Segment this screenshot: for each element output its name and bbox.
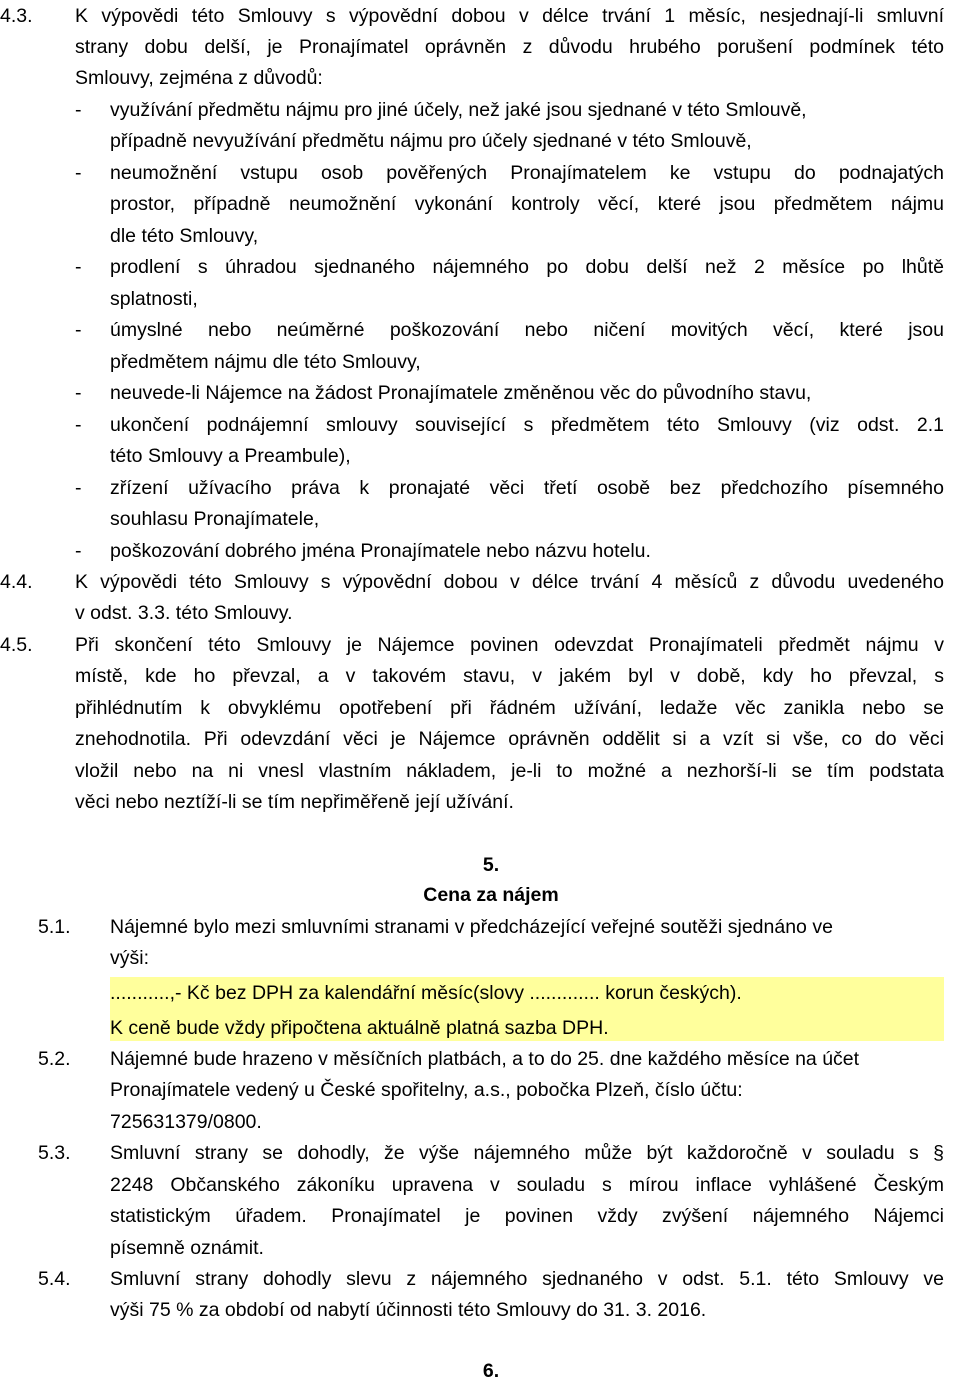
bullet-line: neumožnění vstupu osob pověřených Pronajímatelem ke vstupu do podnajatých (110, 162, 944, 184)
bullet-line: využívání předmětu nájmu pro jiné účely, než jaké jsou sjednané v této Smlouvě, (110, 99, 807, 121)
bullet-dash: - (75, 162, 82, 184)
paragraph-4-5-line: místě, kde ho převzal, a v takovém stavu, v jakém byl v době, kdy ho převzal, s (75, 665, 944, 687)
vat-note: K ceně bude vždy připočtena aktuálně platná sazba DPH. (110, 1017, 609, 1039)
paragraph-4-5-line: přihlédnutím k obvyklému opotřebení při řádném užívání, ledaže věc zanikla nebo se (75, 697, 944, 719)
section-number: 5. (482, 854, 500, 876)
section-number: 6. (482, 1360, 500, 1382)
paragraph-4-3-line: K výpovědi této Smlouvy s výpovědní dobou v délce trvání 1 měsíc, nesjednají-li smluvní (75, 5, 944, 27)
paragraph-number-4-3: 4.3. (0, 5, 33, 27)
paragraph-4-5-line: Při skončení této Smlouvy je Nájemce povinen odevzdat Pronajímateli předmět nájmu v (75, 634, 944, 656)
bullet-dash: - (75, 256, 82, 278)
paragraph-5-2-line: Nájemné bude hrazeno v měsíčních platbách, a to do 25. dne každého měsíce na účet (110, 1048, 860, 1070)
bullet-line: této Smlouvy a Preambule), (110, 445, 351, 467)
paragraph-5-3-line: statistickým úřadem. Pronajímatel je povinen vždy zvýšení nájemného Nájemci (110, 1205, 944, 1227)
price-line: ...........,- Kč bez DPH za kalendářní měsíc(slovy ............. korun českých). (110, 982, 742, 1004)
paragraph-5-3-line: Smluvní strany se dohodly, že výše nájemného může být každoročně v souladu s § (110, 1142, 944, 1164)
paragraph-number-5-3: 5.3. (38, 1142, 71, 1164)
paragraph-5-4-line: Smluvní strany dohodly slevu z nájemného sjednaného v odst. 5.1. této Smlouvy ve (110, 1268, 944, 1290)
bullet-line: neuvede-li Nájemce na žádost Pronajímatele změněnou věc do původního stavu, (110, 382, 812, 404)
bullet-line: případně nevyužívání předmětu nájmu pro účely sjednané v této Smlouvě, (110, 130, 752, 152)
bullet-line: prostor, případně neumožnění vykonání kontroly věcí, které jsou předmětem nájmu (110, 193, 944, 215)
bullet-dash: - (75, 540, 82, 562)
paragraph-number-4-5: 4.5. (0, 634, 33, 656)
paragraph-5-1-line: výši: (110, 947, 149, 969)
paragraph-number-5-4: 5.4. (38, 1268, 71, 1290)
paragraph-5-4-line: výši 75 % za období od nabytí účinnosti této Smlouvy do 31. 3. 2016. (110, 1299, 707, 1321)
bullet-dash: - (75, 319, 82, 341)
bullet-dash: - (75, 99, 82, 121)
paragraph-number-4-4: 4.4. (0, 571, 33, 593)
paragraph-5-2-line: 725631379/0800. (110, 1111, 262, 1133)
bullet-line: splatnosti, (110, 288, 198, 310)
bullet-dash: - (75, 414, 82, 436)
paragraph-5-3-line: 2248 Občanského zákoníku upravena v souladu s mírou inflace vyhlášené Českým (110, 1174, 944, 1196)
bullet-line: předmětem nájmu dle této Smlouvy, (110, 351, 421, 373)
paragraph-4-4-line: v odst. 3.3. této Smlouvy. (75, 602, 293, 624)
paragraph-4-4-line: K výpovědi této Smlouvy s výpovědní dobou v délce trvání 4 měsíců z důvodu uvedeného (75, 571, 944, 593)
paragraph-4-5-line: znehodnotila. Při odevzdání věci je Nájemce oprávněn oddělit si a vzít si vše, co do věci (75, 728, 944, 750)
bullet-line: prodlení s úhradou sjednaného nájemného po dobu delší než 2 měsíce po lhůtě (110, 256, 944, 278)
paragraph-5-1-line: Nájemné bylo mezi smluvními stranami v předcházející veřejné soutěži sjednáno ve (110, 916, 833, 938)
paragraph-5-3-line: písemně oznámit. (110, 1237, 264, 1259)
bullet-line: souhlasu Pronajímatele, (110, 508, 320, 530)
section-title: Cena za nájem (423, 884, 559, 906)
bullet-line: úmyslné nebo neúměrné poškozování nebo ničení movitých věcí, které jsou (110, 319, 944, 341)
paragraph-4-3-line: strany dobu delší, je Pronajímatel oprávněn z důvodu hrubého porušení podmínek této (75, 36, 944, 58)
paragraph-4-3-line: Smlouvy, zejména z důvodů: (75, 67, 323, 89)
paragraph-4-5-line: věci nebo neztíží-li se tím nepřiměřeně její užívání. (75, 791, 514, 813)
bullet-dash: - (75, 382, 82, 404)
paragraph-5-2-line: Pronajímatele vedený u České spořitelny, a.s., pobočka Plzeň, číslo účtu: (110, 1079, 743, 1101)
bullet-line: dle této Smlouvy, (110, 225, 259, 247)
bullet-line: poškozování dobrého jména Pronajímatele nebo názvu hotelu. (110, 540, 651, 562)
bullet-line: ukončení podnájemní smlouvy související s předmětem této Smlouvy (viz odst. 2.1 (110, 414, 944, 436)
paragraph-number-5-1: 5.1. (38, 916, 71, 938)
paragraph-number-5-2: 5.2. (38, 1048, 71, 1070)
paragraph-4-5-line: vložil nebo na ni vnesl vlastním nákladem, je-li to možné a nezhorší-li se tím podstata (75, 760, 944, 782)
bullet-dash: - (75, 477, 82, 499)
bullet-line: zřízení užívacího práva k pronajaté věci třetí osobě bez předchozího písemného (110, 477, 944, 499)
